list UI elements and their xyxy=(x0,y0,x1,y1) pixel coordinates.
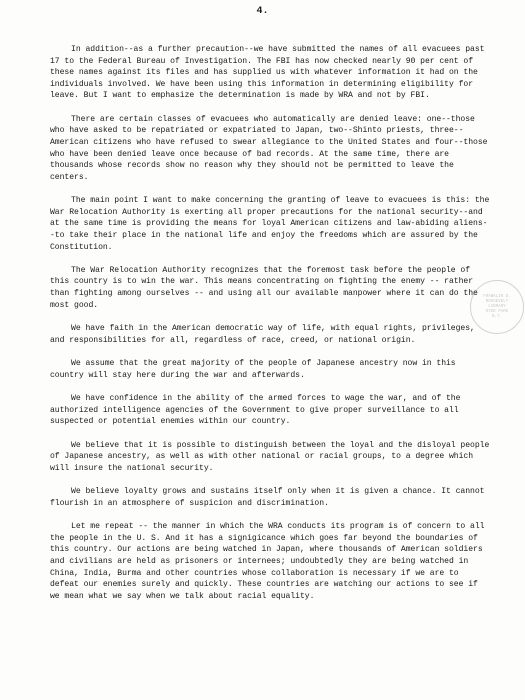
paragraph-distinguish-loyal: We believe that it is possible to distinguish between the loyal and the disloyal people of Japanese ancestry, as well as with other national or racial groups, to a degree which will insure the national security. xyxy=(50,440,490,473)
page-number: 4. xyxy=(256,6,269,17)
stamp-line: HYDE PARK xyxy=(485,309,509,314)
paragraph-win-the-war: The War Relocation Authority recognizes that the foremost task before the people of this country is to win the war. This means concentrating on fighting the enemy -- rather than fighting among ourselves -- and using all our available manpower where it can do the most good. xyxy=(50,265,478,310)
stamp-line: LIBRARY xyxy=(488,304,506,309)
paragraph-faith-democracy: We have faith in the American democratic way of life, with equal rights, privileges, and responsibilities for all, regardless of race, creed, or national origin. xyxy=(50,324,475,345)
stamp-line: N.Y. xyxy=(491,314,503,319)
paragraph-let-me-repeat: Let me repeat -- the manner in which the WRA conducts its program is of concern to all the people in the U. S. And it has a signigicance which goes far beyond the boundaries of this country. Our actions are being watched in Japan, where thousands of American soldiers and civilians are held as prisoners or internees; undoubtedly they are being watched in China, India, Burma and other countries whose collaboration is necessary if we are to defeat our enemies surely and quickly. These countries are watching our actions to see if we mean what we say when we talk about racial equality. xyxy=(50,522,485,601)
document-body xyxy=(50,44,490,614)
paragraph-fbi-check: In addition--as a further precaution--we have submitted the names of all evacuees past 17 to the Federal Bureau of Investigation. The FBI has now checked nearly 90 per cent of these names against its files and has supplied us with whatever information it had on the individuals involved. We have been using this information in determining eligibility for leave. But I want to emphasize the determination is made by WRA and not by FBI. xyxy=(50,45,485,101)
paragraph-confidence-forces: We have confidence in the ability of the armed forces to wage the war, and of the authorized intelligence agencies of the Government to give proper surveillance to all suspected or potential enemies within our country. xyxy=(50,394,461,427)
paragraph-main-point: The main point I want to make concerning the granting of leave to evacuees is this: the War Relocation Authority is exerting all proper precautions for the national security--and at the same time is providing the means for loyal American citizens and law-abiding aliens--to take their place in the national life and enjoy the freedoms which are assured by the Constitution. xyxy=(50,196,490,252)
paragraph-loyalty-grows: We believe loyalty grows and sustains itself only when it is given a chance. It cannot flourish in an atmosphere of suspicion and discrimination. xyxy=(50,487,485,508)
stamp-line: FRANKLIN D. ROOSEVELT xyxy=(483,294,511,304)
paragraph-assume-stay: We assume that the great majority of the people of Japanese ancestry now in this country will stay here during the war and afterwards. xyxy=(50,359,456,380)
paragraph-denied-leave: There are certain classes of evacuees who automatically are denied leave: one--those who have asked to be repatriated or expatriated to Japan, two--Shinto priests, three--American citizens who have refused to swear allegiance to the United States and four--those who have been denied leave once because of bad records. At the same time, there are thousands whose records show no reason why they should not be permitted to leave the centers. xyxy=(50,114,488,182)
